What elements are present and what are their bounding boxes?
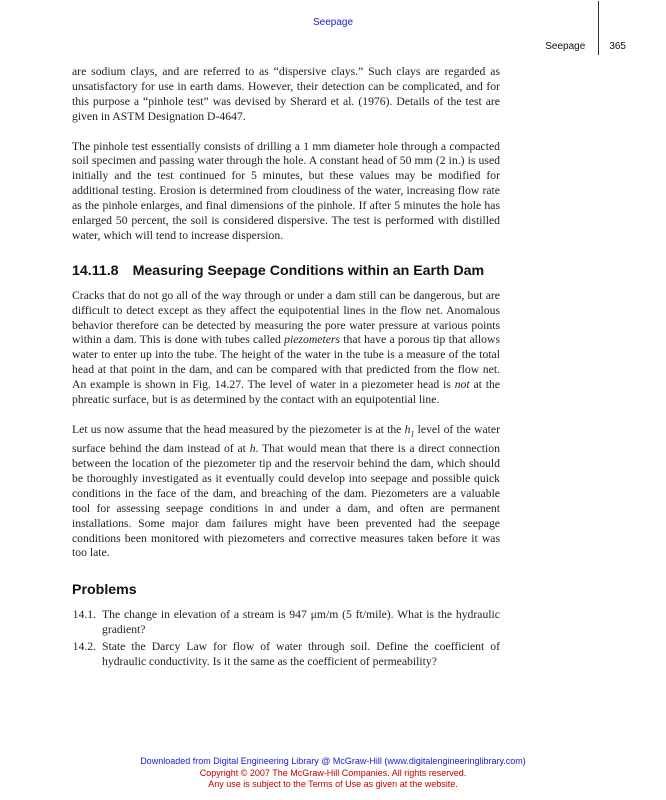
footer-copyright: Copyright © 2007 The McGraw-Hill Companies. All rights reserved.	[199, 767, 467, 778]
header-rule	[598, 1, 599, 55]
paragraph-pinhole-test: The pinhole test essentially consists of drilling a 1 mm diameter hole through a compacted soil specimen and passing water through the hole. A constant head of 50 mm (2 in.) is used initially and the test continued for 5 minutes, but these values may be modified for additional testing. Erosion is determined from cloudiness of the water, increasing flow rate as the pinhole enlarges, and final dimensions of the pinhole. If after 5 minutes the hole has enlarged 50 percent, the soil is considered dispersive. The test is performed with distilled water, which will tend to increase dispersion.	[72, 139, 500, 242]
paragraph-text: level of the water surface behind the dam instead of at	[72, 422, 500, 456]
chapter-link[interactable]: Seepage	[312, 17, 354, 28]
term-piezometers: piezometers	[284, 333, 340, 347]
problem-item	[72, 608, 500, 638]
paragraph-piezometer-head	[72, 423, 500, 561]
running-head	[545, 41, 626, 52]
section-title: Measuring Seepage Conditions within an Earth Dam	[132, 262, 485, 279]
footer-download-link[interactable]: Downloaded from Digital Engineering Library @ McGraw-Hill (www.digitalengineeringlibrary.com)	[140, 756, 526, 766]
section-heading	[72, 264, 500, 279]
running-title: Seepage	[545, 41, 586, 52]
paragraph-measuring-seepage	[72, 289, 500, 408]
problems-heading: Problems	[72, 582, 137, 599]
problem-text: The change in elevation of a stream is 947 μm/m (5 ft/mile). What is the hydraulic gradient?	[102, 608, 500, 637]
problem-item	[72, 640, 500, 670]
paragraph-text: at the phreatic surface, but is as determined by the contact with an equipotential line.	[72, 378, 500, 407]
paragraph-text: that have a porous tip that allows water to enter up into the tube. The height of the water in the tube is a measure of the total head at that point in the dam, and can be compared with that predicted from the flow net. An example is shown in Fig. 14.27. The level of water in a piezometer head is	[72, 333, 500, 392]
problem-number: 14.1.	[72, 608, 96, 622]
footer	[0, 756, 666, 791]
paragraph-text: Cracks that do not go all of the way through or under a dam still can be dangerous, but are difficult to detect except as they affect the equipotential lines in the flow net. Anomalous behavior therefore can be detected by measuring the pore water pressure at various points within a dam. This is done with tubes called	[72, 288, 500, 347]
page-number: 365	[609, 41, 626, 52]
paragraph-text: . That would mean that there is a direct connection between the location of the piezometer tip and the reservoir behind the dam, which should be thoroughly investigated as it eventually could develop into seepage and possible quick conditions in the face of the dam, and breaching of the dam. Piezometers are a valuable tool for assessing seepage conditions in and under a dam, and often are permanent installations. Some major dam failures might have been prevented had the seepage conditions been monitored with piezometers and corrective measures taken before it was too late.	[72, 442, 500, 560]
emphasis-not: not	[454, 378, 470, 392]
footer-terms[interactable]: Any use is subject to the Terms of Use as given at the website.	[208, 779, 458, 789]
variable-h: h	[249, 442, 256, 456]
variable-h1: $h_1$	[404, 422, 415, 439]
problem-text: State the Darcy Law for flow of water through soil. Define the coefficient of hydraulic conductivity. Is it the same as the coefficient of permeability?	[102, 640, 500, 669]
page-body	[72, 65, 500, 672]
problem-number: 14.2.	[72, 640, 96, 654]
paragraph-dispersive-clays: are sodium clays, and are referred to as “dispersive clays.” Such clays are regarded as unsatisfactory for use in earth dams. However, their detection can be complicated, and for this purpose a “pinhole test” was devised by Sherard et al. (1976). Details of the test are given in ASTM Designation D-4647.	[72, 65, 500, 123]
section-number: 14.11.8	[72, 262, 119, 279]
paragraph-text: Let us now assume that the head measured by the piezometer is at the	[72, 422, 405, 436]
